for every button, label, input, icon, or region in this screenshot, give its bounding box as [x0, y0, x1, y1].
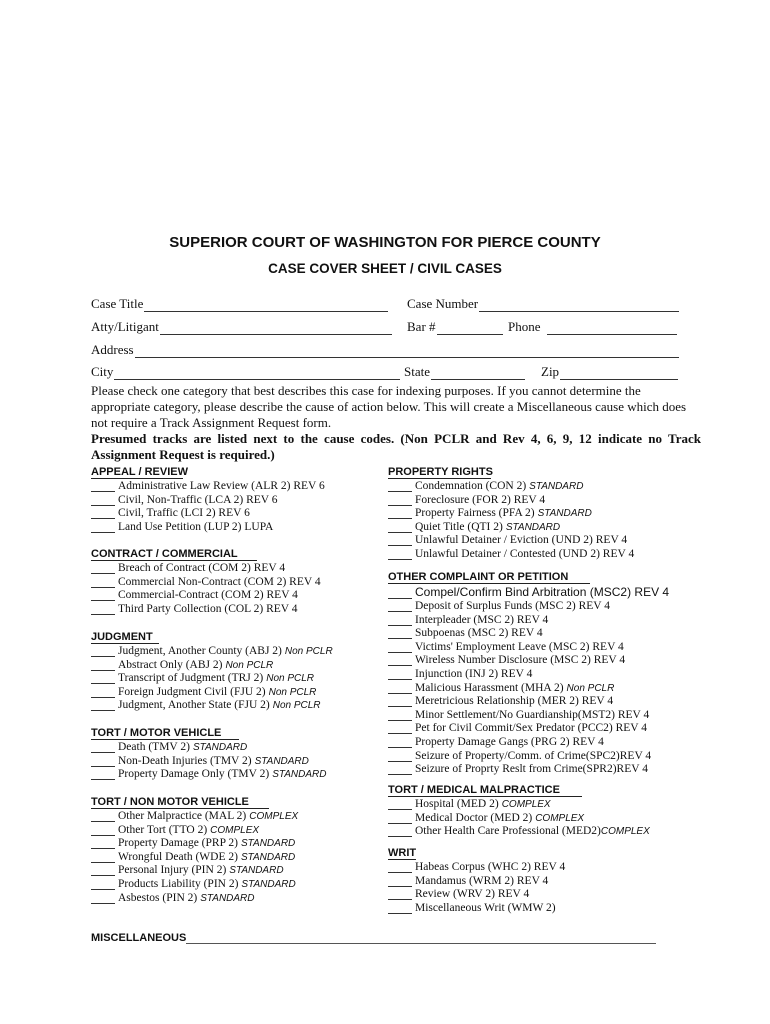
case-title-field[interactable] [91, 296, 388, 312]
category-item[interactable] [388, 627, 543, 639]
category-label: Property Damage Gangs (PRG 2) REV 4 [415, 736, 604, 748]
checkbox-line[interactable] [91, 894, 115, 904]
category-label: Foreign Judgment Civil (FJU 2) [118, 685, 266, 698]
checkbox-line[interactable] [388, 496, 412, 506]
checkbox-line[interactable] [388, 684, 412, 694]
category-label: Death (TMV 2) [118, 741, 190, 753]
category-label: Unlawful Detainer / Contested (UND 2) REV 4 [415, 548, 635, 560]
checkbox-line[interactable] [91, 578, 115, 588]
category-label: Foreclosure (FOR 2) REV 4 [415, 493, 546, 506]
category-item[interactable] [388, 825, 650, 837]
track-tag: STANDARD [254, 755, 309, 767]
bar-label: Bar # [407, 319, 436, 334]
checkbox-line[interactable] [91, 880, 115, 890]
checkbox-line[interactable] [91, 839, 115, 849]
category-label: Abstract Only (ABJ 2) [118, 658, 223, 671]
track-tag: Non PCLR [566, 682, 615, 694]
track-tag: STANDARD [200, 892, 255, 904]
section-heading-tort-medical-malpractice: TORT / MEDICAL MALPRACTICE [388, 784, 582, 797]
category-item[interactable] [388, 888, 529, 900]
category-label: Civil, Traffic (LCI 2) REV 6 [118, 507, 250, 520]
case-title-line[interactable] [144, 299, 388, 312]
category-item[interactable] [91, 878, 296, 890]
category-label: Seizure of Proprty Reslt from Crime(SPR2)REV 4 [415, 763, 648, 776]
checkbox-line[interactable] [388, 904, 412, 914]
category-label: Wrongful Death (WDE 2) [118, 850, 238, 863]
checkbox-line[interactable] [388, 643, 412, 653]
category-item[interactable] [388, 585, 669, 599]
checkbox-line[interactable] [388, 890, 412, 900]
checkbox-line[interactable] [388, 800, 412, 810]
checkbox-line[interactable] [91, 812, 115, 822]
city-field[interactable] [91, 364, 400, 380]
track-tag: STANDARD [529, 481, 584, 492]
category-label: Habeas Corpus (WHC 2) REV 4 [415, 861, 566, 873]
category-label: Asbestos (PIN 2) [118, 891, 198, 904]
category-label: Property Fairness (PFA 2) [415, 507, 535, 520]
phone-field[interactable] [508, 319, 677, 335]
zip-line[interactable] [560, 367, 678, 380]
checkbox-line[interactable] [388, 589, 412, 599]
section-heading-tort-motor-vehicle: TORT / MOTOR VEHICLE [91, 727, 239, 740]
category-item[interactable] [388, 812, 584, 824]
category-label: Meretricious Relationship (MER 2) REV 4 [415, 695, 614, 708]
category-label: Pet for Civil Commit/Sex Predator (PCC2) REV 4 [415, 722, 648, 735]
category-label: Minor Settlement/No Guardianship(MST2) REV 4 [415, 708, 650, 721]
category-item[interactable] [91, 521, 273, 533]
checkbox-line[interactable] [388, 602, 412, 612]
category-label: Third Party Collection (COL 2) REV 4 [118, 602, 298, 615]
phone-line[interactable] [547, 322, 677, 335]
category-item[interactable] [91, 603, 298, 615]
address-label: Address [91, 342, 134, 357]
category-label: Medical Doctor (MED 2) [415, 811, 533, 824]
track-tag: Non PCLR [272, 700, 321, 712]
state-label: State [404, 364, 430, 379]
category-label: Unlawful Detainer / Eviction (UND 2) REV 4 [415, 534, 628, 547]
section-heading-tort-non-motor-vehicle: TORT / NON MOTOR VEHICLE [91, 796, 269, 809]
track-tag: STANDARD [229, 865, 284, 877]
category-item[interactable] [388, 534, 627, 546]
category-item[interactable] [388, 861, 565, 873]
atty-litigant-label: Atty/Litigant [91, 319, 159, 334]
section-heading-judgment: JUDGMENT [91, 631, 159, 644]
category-label: Hospital (MED 2) [415, 798, 499, 810]
category-label: Property Damage (PRP 2) [118, 837, 238, 850]
checkbox-line[interactable] [91, 661, 115, 671]
category-item[interactable] [91, 589, 298, 601]
category-item[interactable] [388, 521, 560, 533]
category-item[interactable] [91, 645, 333, 657]
category-label: Personal Injury (PIN 2) [118, 864, 227, 877]
category-label: Seizure of Property/Comm. of Crime(SPC2)REV 4 [415, 749, 652, 762]
checkbox-line[interactable] [388, 765, 412, 775]
category-label: Property Damage Only (TMV 2) [118, 768, 270, 781]
phone-label: Phone [508, 319, 541, 334]
category-item[interactable] [388, 682, 614, 694]
address-field[interactable] [91, 342, 679, 358]
category-label: Other Malpractice (MAL 2) [118, 810, 247, 822]
category-item[interactable] [388, 709, 649, 721]
category-item[interactable] [388, 750, 651, 762]
checkbox-line[interactable] [388, 711, 412, 721]
category-label: Condemnation (CON 2) [415, 480, 527, 492]
miscellaneous-line[interactable] [186, 933, 656, 944]
page-subtitle: CASE COVER SHEET / CIVIL CASES [268, 261, 502, 276]
bar-line[interactable] [437, 322, 503, 335]
checkbox-line[interactable] [91, 674, 115, 684]
city-line[interactable] [114, 367, 400, 380]
category-label: Civil, Non-Traffic (LCA 2) REV 6 [118, 493, 278, 506]
checkbox-line[interactable] [388, 523, 412, 533]
checkbox-line[interactable] [388, 536, 412, 546]
category-item[interactable] [91, 755, 309, 767]
track-tag: STANDARD [240, 851, 296, 863]
category-label: Judgment, Another County (ABJ 2) [118, 645, 282, 657]
checkbox-line[interactable] [91, 757, 115, 767]
checkbox-line[interactable] [388, 827, 412, 837]
category-item[interactable] [91, 659, 273, 671]
checkbox-line[interactable] [388, 752, 412, 762]
page-title: SUPERIOR COURT OF WASHINGTON FOR PIERCE COUNTY [169, 234, 601, 251]
checkbox-line[interactable] [388, 656, 412, 666]
category-item[interactable] [388, 654, 625, 666]
checkbox-line[interactable] [388, 877, 412, 887]
category-label: Products Liability (PIN 2) [118, 878, 239, 890]
checkbox-line[interactable] [91, 647, 115, 657]
category-item[interactable] [91, 686, 316, 698]
miscellaneous-field[interactable] [91, 932, 656, 944]
category-label: Malicious Harassment (MHA 2) [415, 681, 564, 694]
case-number-field[interactable] [407, 296, 679, 312]
category-label: Judgment, Another State (FJU 2) [118, 699, 270, 712]
city-label: City [91, 364, 114, 379]
category-item[interactable] [388, 614, 548, 626]
category-label: Subpoenas (MSC 2) REV 4 [415, 627, 543, 640]
checkbox-line[interactable] [91, 591, 115, 601]
category-label: Commercial-Contract (COM 2) REV 4 [118, 589, 298, 602]
checkbox-line[interactable] [388, 863, 412, 873]
presumed-tracks-note: Presumed tracks are listed next to the cause codes. (Non PCLR and Rev 4, 6, 9, 12 indicate no Track Assignment Request is required.) [91, 431, 701, 462]
category-item[interactable] [388, 902, 556, 914]
category-item[interactable] [91, 768, 326, 780]
category-label: Commercial Non-Contract (COM 2) REV 4 [118, 575, 321, 588]
track-tag: STANDARD [272, 769, 327, 781]
category-label: Other Health Care Professional (MED2) [415, 825, 601, 838]
category-item[interactable] [91, 810, 298, 822]
category-item[interactable] [91, 864, 284, 876]
category-item[interactable] [91, 824, 259, 836]
checkbox-line[interactable] [388, 670, 412, 680]
category-item[interactable] [388, 480, 583, 492]
section-heading-writ: WRIT [388, 847, 417, 859]
category-item[interactable] [388, 548, 634, 560]
category-item[interactable] [91, 507, 250, 519]
checkbox-line[interactable] [91, 853, 115, 863]
checkbox-line[interactable] [91, 496, 115, 506]
track-tag: STANDARD [192, 742, 248, 753]
track-tag: COMPLEX [535, 812, 585, 824]
category-item[interactable] [388, 736, 604, 748]
miscellaneous-heading: MISCELLANEOUS [91, 932, 187, 944]
track-tag: COMPLEX [249, 811, 299, 822]
state-line[interactable] [431, 367, 525, 380]
category-label: Wireless Number Disclosure (MSC 2) REV 4 [415, 654, 626, 667]
category-label: Review (WRV 2) REV 4 [415, 888, 530, 901]
section-heading-property-rights: PROPERTY RIGHTS [388, 466, 493, 478]
category-item[interactable] [91, 699, 321, 711]
category-label: Land Use Petition (LUP 2) LUPA [118, 520, 274, 533]
checkbox-line[interactable] [388, 738, 412, 748]
category-item[interactable] [388, 507, 592, 519]
track-tag: Non PCLR [284, 646, 333, 657]
track-tag: STANDARD [537, 508, 592, 520]
zip-field[interactable] [541, 364, 678, 380]
atty-litigant-line[interactable] [160, 322, 392, 335]
atty-litigant-field[interactable] [91, 319, 392, 335]
track-tag: STANDARD [241, 879, 296, 890]
checkbox-line[interactable] [91, 605, 115, 615]
track-tag: STANDARD [505, 521, 561, 533]
zip-label: Zip [541, 364, 560, 379]
category-item[interactable] [91, 672, 314, 684]
checkbox-line[interactable] [388, 616, 412, 626]
category-label: Non-Death Injuries (TMV 2) [118, 754, 252, 767]
category-label: Miscellaneous Writ (WMW 2) [415, 901, 556, 914]
checkbox-line[interactable] [388, 509, 412, 519]
checkbox-line[interactable] [91, 701, 115, 711]
category-item[interactable] [91, 576, 321, 588]
category-item[interactable] [388, 695, 613, 707]
case-number-line[interactable] [479, 299, 679, 312]
category-label: Transcript of Judgment (TRJ 2) [118, 672, 264, 685]
category-label: Injunction (INJ 2) REV 4 [415, 668, 533, 680]
track-tag: Non PCLR [266, 673, 315, 685]
category-item[interactable] [91, 892, 255, 904]
instructions-text: Please check one category that best describes this case for indexing purposes. If you cannot determine the appropriate category, please describe the cause of action below. This will create a Miscellaneous cause which does not require a Track Assignment Request form. [91, 383, 687, 430]
state-field[interactable] [404, 364, 525, 380]
checkbox-line[interactable] [388, 482, 412, 492]
address-line[interactable] [135, 345, 679, 358]
section-heading-appeal-review: APPEAL / REVIEW [91, 466, 188, 478]
category-label: Quiet Title (QTI 2) [415, 520, 503, 533]
checkbox-line[interactable] [91, 688, 115, 698]
checkbox-line[interactable] [388, 697, 412, 707]
category-item[interactable] [91, 837, 295, 849]
category-label: Victims' Employment Leave (MSC 2) REV 4 [415, 640, 624, 653]
track-tag: STANDARD [241, 838, 296, 850]
category-item[interactable] [388, 494, 545, 506]
track-tag: Non PCLR [268, 686, 317, 698]
checkbox-line[interactable] [91, 770, 115, 780]
checkbox-line[interactable] [91, 743, 115, 753]
category-item[interactable] [91, 562, 285, 574]
category-item[interactable] [388, 600, 610, 612]
category-item[interactable] [388, 798, 551, 810]
category-item[interactable] [388, 722, 647, 734]
section-heading-other-complaint-or-petition: OTHER COMPLAINT OR PETITION [388, 571, 590, 584]
checkbox-line[interactable] [91, 482, 115, 492]
checkbox-line[interactable] [388, 550, 412, 560]
category-label: Administrative Law Review (ALR 2) REV 6 [118, 480, 325, 492]
category-item[interactable] [91, 741, 247, 753]
category-item[interactable] [388, 668, 532, 680]
bar-field[interactable] [407, 319, 503, 335]
category-label: Breach of Contract (COM 2) REV 4 [118, 562, 286, 574]
category-label: Interpleader (MSC 2) REV 4 [415, 613, 549, 626]
track-tag: Non PCLR [225, 659, 274, 671]
category-label: Compel/Confirm Bind Arbitration (MSC2) REV 4 [415, 585, 670, 599]
category-label: Mandamus (WRM 2) REV 4 [415, 874, 549, 887]
case-number-label: Case Number [407, 296, 479, 311]
case-title-label: Case Title [91, 296, 144, 311]
checkbox-line[interactable] [91, 866, 115, 876]
track-tag: COMPLEX [210, 824, 260, 836]
checkbox-line[interactable] [91, 826, 115, 836]
category-item[interactable] [388, 763, 648, 775]
category-label: Deposit of Surplus Funds (MSC 2) REV 4 [415, 600, 610, 612]
checkbox-line[interactable] [91, 523, 115, 533]
category-item[interactable] [91, 851, 295, 863]
category-item[interactable] [388, 875, 548, 887]
section-heading-contract-commercial: CONTRACT / COMMERCIAL [91, 548, 257, 561]
track-tag: COMPLEX [600, 826, 650, 838]
checkbox-line[interactable] [91, 509, 115, 519]
checkbox-line[interactable] [388, 724, 412, 734]
checkbox-line[interactable] [388, 629, 412, 639]
category-item[interactable] [91, 494, 278, 506]
category-item[interactable] [91, 480, 325, 492]
checkbox-line[interactable] [388, 814, 412, 824]
checkbox-line[interactable] [91, 564, 115, 574]
category-item[interactable] [388, 641, 624, 653]
track-tag: COMPLEX [501, 799, 551, 810]
category-label: Other Tort (TTO 2) [118, 823, 208, 836]
